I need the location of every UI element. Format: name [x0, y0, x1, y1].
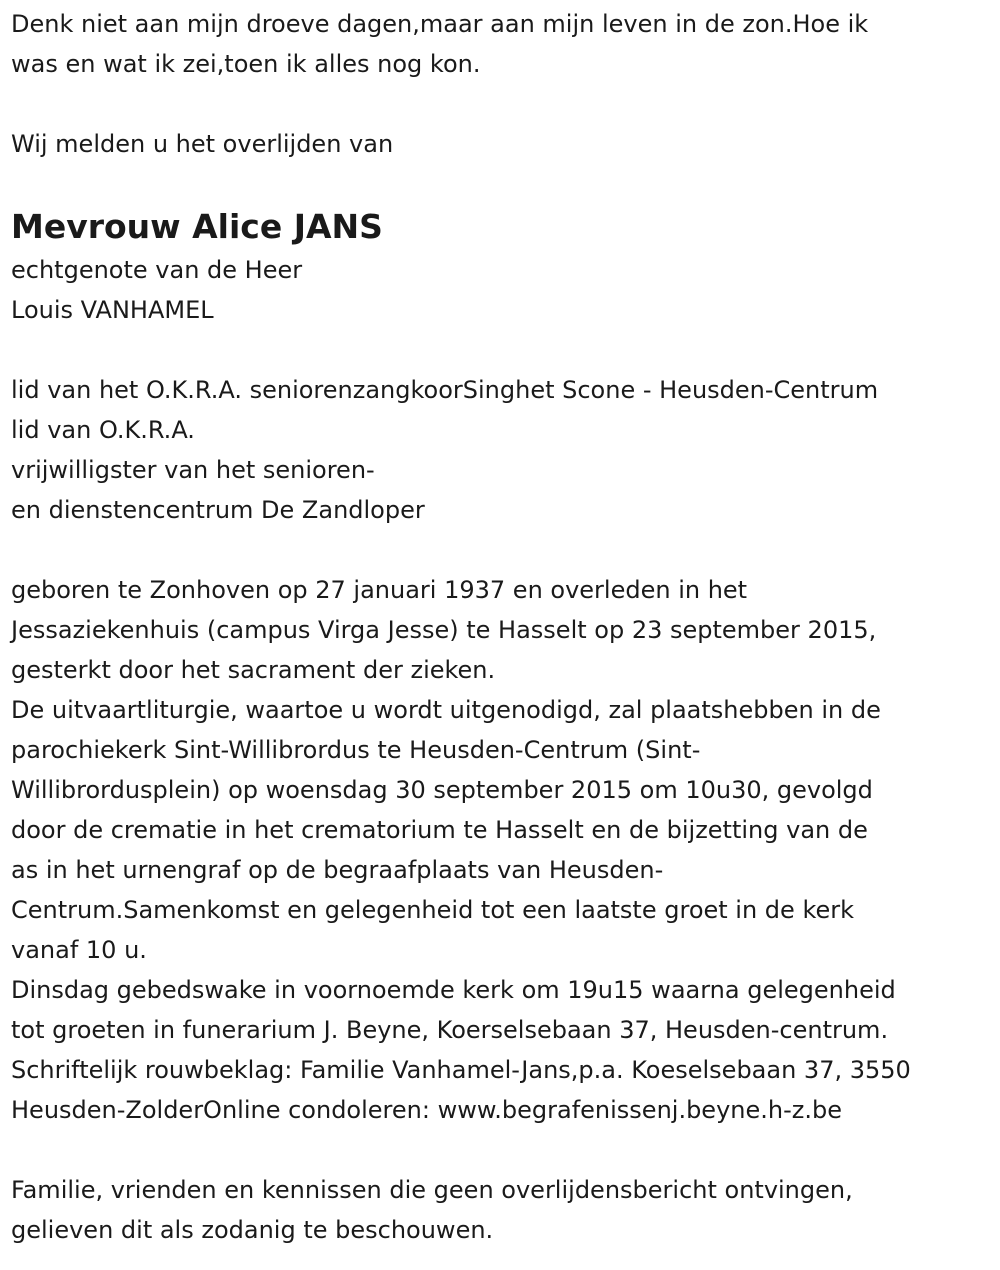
closing-line: gelieven dit als zodanig te beschouwen.: [11, 1216, 494, 1244]
spacer: [11, 1130, 1000, 1170]
spouse-line: Louis VANHAMEL: [11, 296, 214, 324]
membership-line: en dienstencentrum De Zandloper: [11, 496, 425, 524]
closing-line: Familie, vrienden en kennissen die geen overlijdensbericht ontvingen,: [11, 1176, 853, 1204]
motto-line: was en wat ik zei,toen ik alles nog kon.: [11, 50, 481, 78]
details-line: door de crematie in het crematorium te Hasselt en de bijzetting van de: [11, 816, 868, 844]
memberships: [11, 370, 1000, 530]
details-line: parochiekerk Sint-Willibrordus te Heusden-Centrum (Sint-: [11, 736, 701, 764]
details-line: Dinsdag gebedswake in voornoemde kerk om 19u15 waarna gelegenheid: [11, 976, 896, 1004]
details-line: Centrum.Samenkomst en gelegenheid tot een laatste groet in de kerk: [11, 896, 855, 924]
spacer: [11, 84, 1000, 124]
spacer: [11, 164, 1000, 204]
announcement: Wij melden u het overlijden van: [11, 130, 394, 158]
motto: [11, 4, 1000, 84]
details-line: vanaf 10 u.: [11, 936, 147, 964]
deceased-name: Mevrouw Alice JANS: [11, 207, 383, 246]
details-line: De uitvaartliturgie, waartoe u wordt uitgenodigd, zal plaatshebben in de: [11, 696, 881, 724]
membership-line: vrijwilligster van het senioren-: [11, 456, 375, 484]
details-line: tot groeten in funerarium J. Beyne, Koerselsebaan 37, Heusden-centrum.: [11, 1016, 889, 1044]
details-line: as in het urnengraf op de begraafplaats van Heusden-: [11, 856, 664, 884]
motto-line: Denk niet aan mijn droeve dagen,maar aan mijn leven in de zon.Hoe ik: [11, 10, 869, 38]
membership-line: lid van het O.K.R.A. seniorenzangkoorSinghet Scone - Heusden-Centrum: [11, 376, 879, 404]
membership-line: lid van O.K.R.A.: [11, 416, 195, 444]
details-line: Willibrordusplein) op woensdag 30 september 2015 om 10u30, gevolgd: [11, 776, 873, 804]
spacer: [11, 530, 1000, 570]
spacer: [11, 330, 1000, 370]
spouse-line: echtgenote van de Heer: [11, 256, 303, 284]
details-line: Heusden-ZolderOnline condoleren: www.begrafenissenj.beyne.h-z.be: [11, 1096, 842, 1124]
details-line: gesterkt door het sacrament der zieken.: [11, 656, 496, 684]
details: [11, 570, 1000, 1130]
details-line: Schriftelijk rouwbeklag: Familie Vanhamel-Jans,p.a. Koeselsebaan 37, 3550: [11, 1056, 911, 1084]
closing: [11, 1170, 1000, 1250]
details-line: Jessaziekenhuis (campus Virga Jesse) te Hasselt op 23 september 2015,: [11, 616, 877, 644]
details-line: geboren te Zonhoven op 27 januari 1937 en overleden in het: [11, 576, 748, 604]
spouse: [11, 250, 1000, 330]
